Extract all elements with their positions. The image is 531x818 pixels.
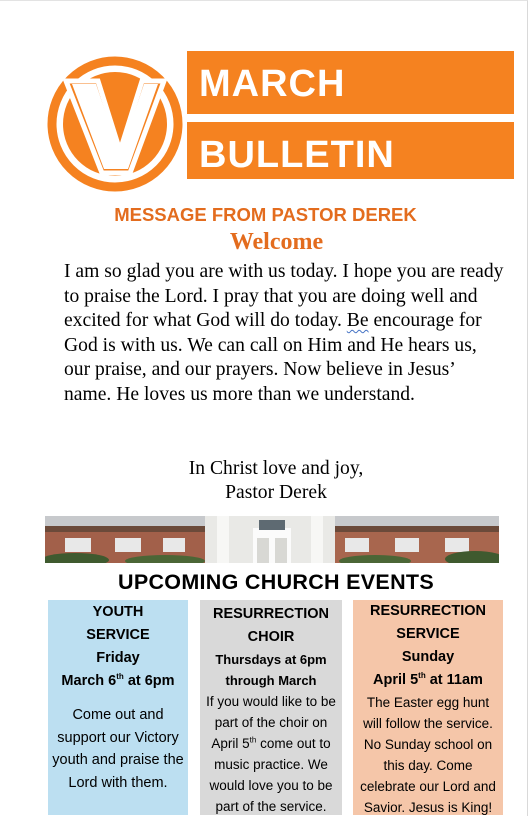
church-logo-v-icon — [46, 55, 184, 193]
message-text-part2: encourage for God is with us. We can call on Him and He hears us, our praise, and our prayers. Now believe in Jesus’ name. He loves us more than we understand. — [64, 310, 482, 405]
choir-description — [200, 691, 342, 817]
youth-date-text: March 6 — [61, 673, 117, 689]
service-description: The Easter egg hunt will follow the service. No Sunday school on this day. Come celebrate our Lord and Savior. Jesus is King! — [360, 695, 496, 815]
welcome-heading: Welcome — [229, 229, 324, 255]
youth-description: Come out and support our Victory youth and praise the Lord with them. — [52, 707, 184, 791]
resurrection-service-card — [353, 600, 503, 815]
youth-day: Friday — [96, 650, 140, 666]
choir-title-line2: CHOIR — [247, 629, 295, 645]
message-text-part1: I am so glad you are with us today. I hope you are ready to praise the Lord. I pray that you are doing well and excited for what God will do today. — [64, 261, 504, 331]
service-title-line2: SERVICE — [396, 626, 460, 642]
service-date — [353, 669, 503, 692]
youth-title-line2: SERVICE — [86, 627, 150, 643]
church-building-photo — [45, 516, 499, 563]
banner-month: MARCH — [187, 51, 514, 114]
pastor-message-body — [64, 260, 504, 407]
banner-bulletin: BULLETIN — [187, 122, 514, 179]
service-time: at 11am — [425, 672, 483, 688]
service-date-suffix: th — [418, 671, 426, 681]
choir-desc-suffix: th — [249, 735, 257, 745]
resurrection-choir-card — [200, 600, 342, 815]
youth-title-line1: YOUTH — [92, 604, 144, 620]
service-day: Sunday — [401, 649, 455, 665]
grammar-marked-word[interactable]: Be — [346, 310, 369, 331]
choir-desc-text2: come out to music practice. We would love you to be part of the service. — [209, 736, 333, 814]
choir-title-line1: RESURRECTION — [212, 606, 329, 622]
service-date-text: April 5 — [373, 672, 419, 688]
choir-schedule-line1: Thursdays at 6pm — [215, 652, 327, 667]
pastor-message-heading: MESSAGE FROM PASTOR DEREK — [114, 204, 417, 225]
closing-line: In Christ love and joy, — [188, 458, 364, 479]
youth-time: at 6pm — [123, 673, 175, 689]
youth-service-card — [48, 600, 188, 815]
choir-desc-text1: If you would like to be part of the choir on April 5 — [206, 694, 336, 751]
events-heading: UPCOMING CHURCH EVENTS — [118, 570, 434, 594]
choir-schedule-line2: through March — [225, 673, 317, 688]
youth-date-suffix: th — [116, 672, 124, 682]
service-title-line1: RESURRECTION — [369, 603, 486, 619]
message-closing — [0, 457, 531, 505]
youth-date — [48, 670, 188, 693]
closing-signature: Pastor Derek — [225, 482, 327, 503]
